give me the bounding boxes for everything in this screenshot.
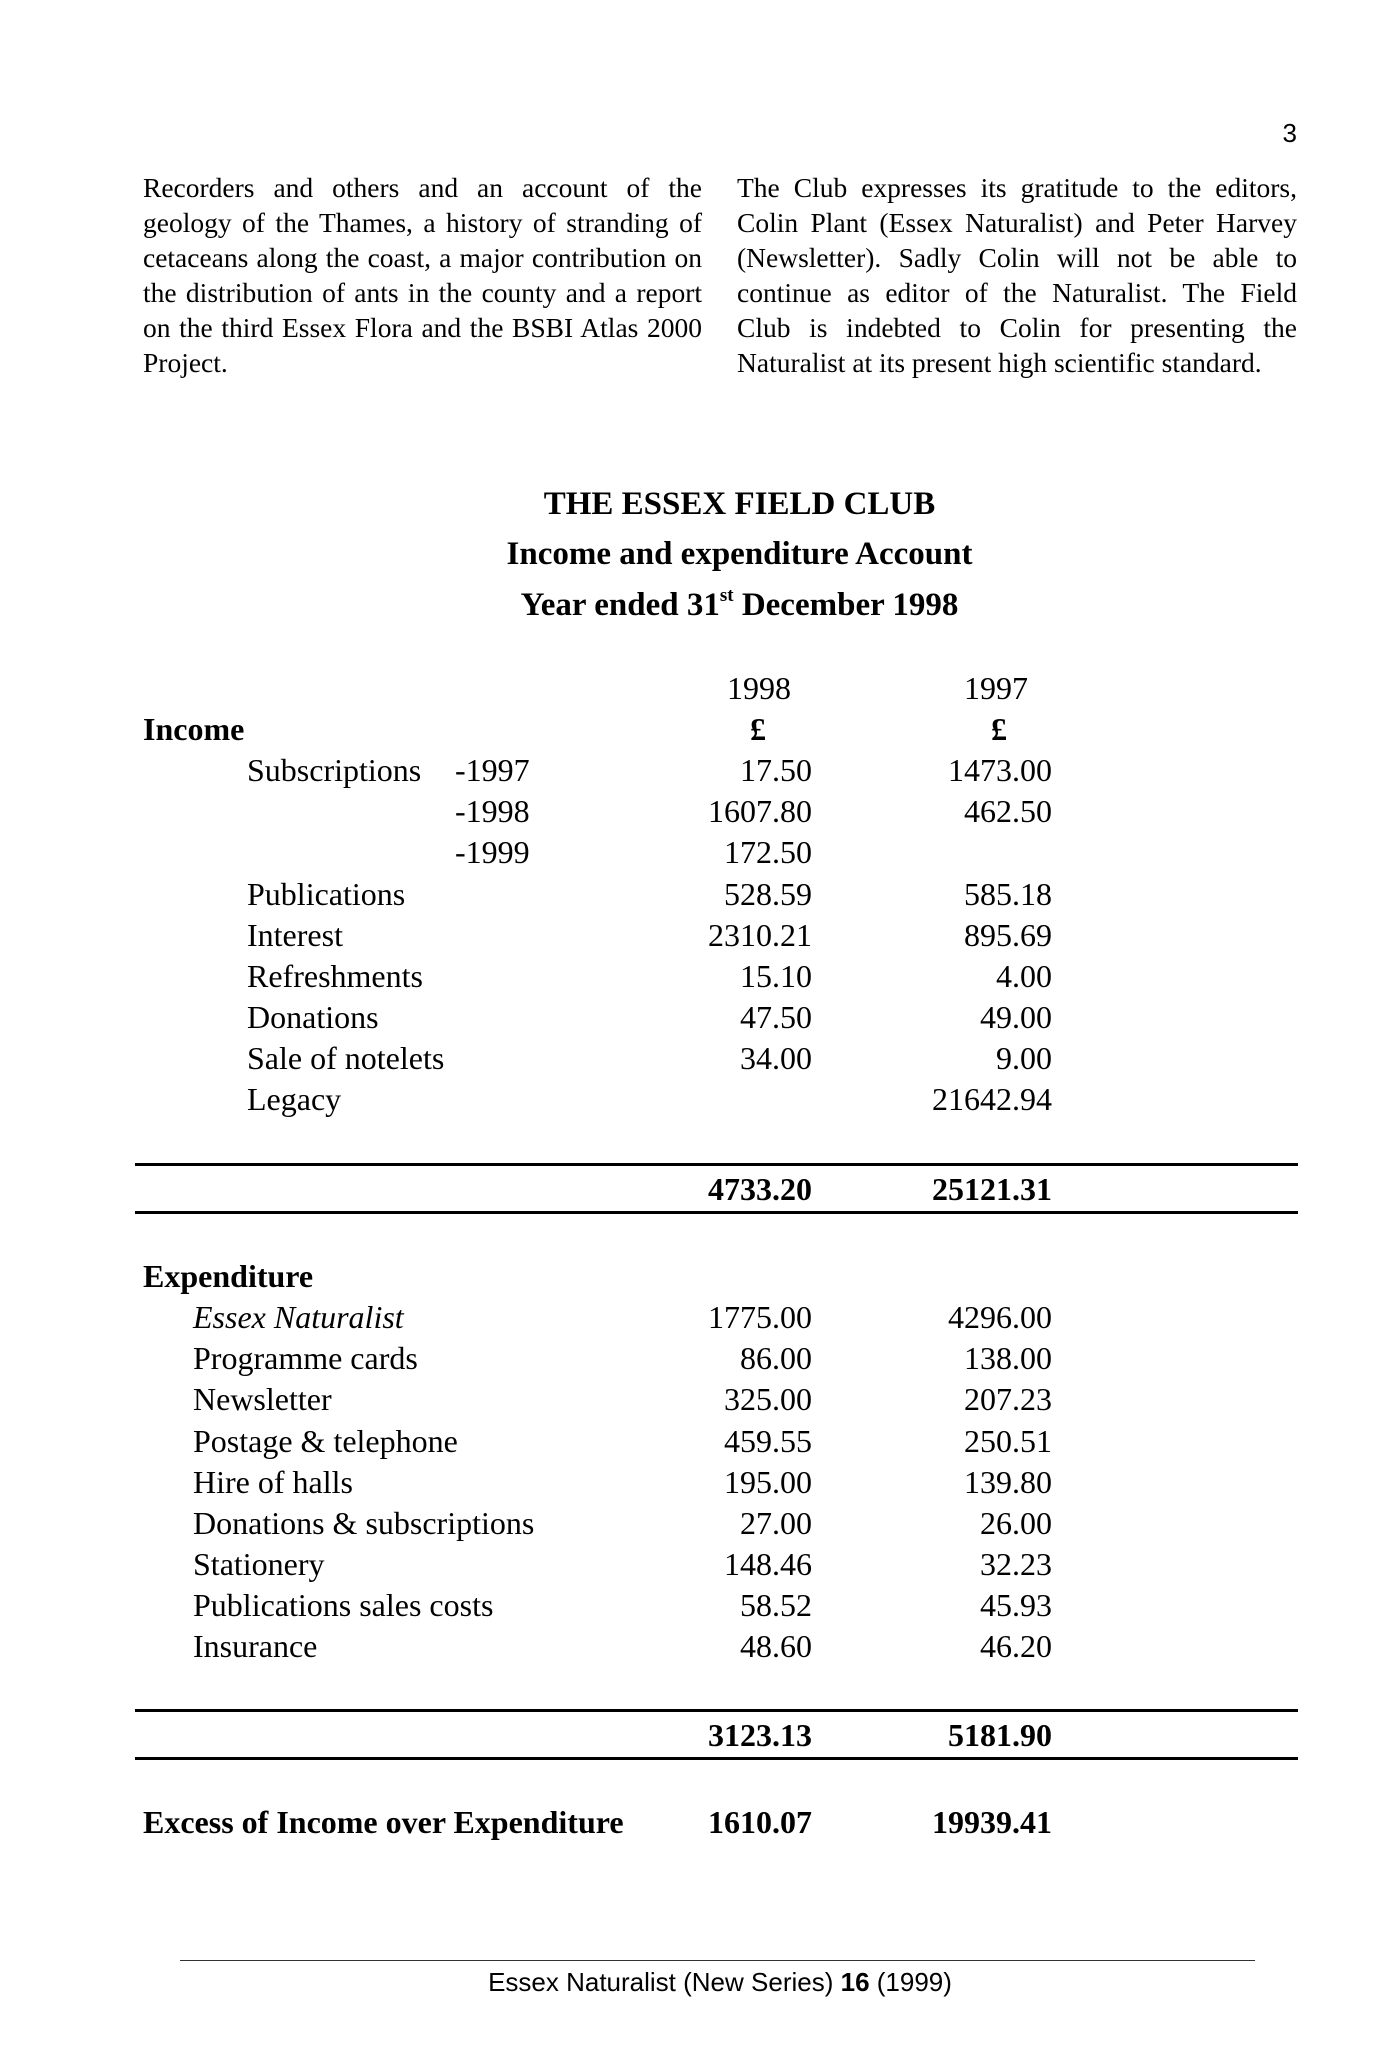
income-total-1997: 25121.31 <box>932 1171 1052 1207</box>
table-row <box>0 1299 1400 1341</box>
expenditure-heading: Expenditure <box>143 1258 314 1294</box>
value-1998: 48.60 <box>740 1628 812 1664</box>
value-1997: 250.51 <box>964 1423 1052 1459</box>
subscriptions-label: Subscriptions <box>247 752 422 788</box>
row-label: Publications <box>247 876 406 912</box>
value-1997: 4296.00 <box>948 1299 1052 1335</box>
table-row <box>0 1423 1400 1465</box>
value-1998: 34.00 <box>740 1040 812 1076</box>
income-heading-row <box>0 711 1400 753</box>
expenditure-total-row <box>0 1717 1400 1759</box>
value-1998: 1775.00 <box>708 1299 812 1335</box>
row-label: Newsletter <box>193 1381 332 1417</box>
table-row <box>0 1505 1400 1547</box>
row-label: Essex Naturalist <box>193 1299 404 1335</box>
currency-1998: £ <box>750 711 766 747</box>
row-label: Donations <box>247 999 379 1035</box>
value-1998: 2310.21 <box>708 917 812 953</box>
table-row <box>0 1381 1400 1423</box>
value-1998: 172.50 <box>724 834 812 870</box>
table-row <box>0 876 1400 918</box>
column-header-1998: 1998 <box>727 670 791 706</box>
row-label: Programme cards <box>193 1340 418 1376</box>
account-title: THE ESSEX FIELD CLUB <box>543 486 936 522</box>
row-label: Publications sales costs <box>193 1587 494 1623</box>
row-label: Refreshments <box>247 958 423 994</box>
value-1998: 148.46 <box>724 1546 812 1582</box>
row-label: Insurance <box>193 1628 318 1664</box>
table-row <box>0 1040 1400 1082</box>
expenditure-heading-row <box>0 1258 1400 1300</box>
value-1997: 462.50 <box>964 793 1052 829</box>
value-1997: 26.00 <box>980 1505 1052 1541</box>
value-1998: 528.59 <box>724 876 812 912</box>
value-1997: 49.00 <box>980 999 1052 1035</box>
excess-row <box>0 1804 1400 1846</box>
value-1997: 207.23 <box>964 1381 1052 1417</box>
table-row <box>0 958 1400 1000</box>
table-row <box>0 1546 1400 1588</box>
table-row <box>0 834 1400 876</box>
excess-1998: 1610.07 <box>708 1804 812 1840</box>
value-1997: 9.00 <box>996 1040 1052 1076</box>
table-row <box>0 1340 1400 1382</box>
value-1998: 1607.80 <box>708 793 812 829</box>
value-1997: 139.80 <box>964 1464 1052 1500</box>
excess-label: Excess of Income over Expenditure <box>143 1804 624 1840</box>
value-1998: 58.52 <box>740 1587 812 1623</box>
expenditure-total-1998: 3123.13 <box>708 1717 812 1753</box>
intro-right-paragraph: The Club expresses its gratitude to the editors, Colin Plant (Essex Naturalist) and Peter Harvey (Newsletter). Sadly Colin will not be able to continue as editor of the Naturalist. The Field Club is indebted to Colin for presenting the Naturalist at its present high scientific standard. <box>737 172 1297 378</box>
table-row <box>0 999 1400 1041</box>
table-row <box>0 752 1400 794</box>
value-1998: 459.55 <box>724 1423 812 1459</box>
value-1997: 585.18 <box>964 876 1052 912</box>
intro-left-paragraph: Recorders and others and an account of the geology of the Thames, a history of stranding of cetaceans along the coast, a major contribution on the distribution of ants in the county and a report on the third Essex Flora and the BSBI Atlas 2000 Project. <box>143 172 702 378</box>
value-1997: 4.00 <box>996 958 1052 994</box>
value-1998: 15.10 <box>740 958 812 994</box>
value-1998: 27.00 <box>740 1505 812 1541</box>
income-heading: Income <box>143 711 245 747</box>
value-1997: 45.93 <box>980 1587 1052 1623</box>
value-1997: 32.23 <box>980 1546 1052 1582</box>
value-1997: 138.00 <box>964 1340 1052 1376</box>
footer-divider <box>180 1960 1255 1961</box>
value-1998: 47.50 <box>740 999 812 1035</box>
divider <box>135 1163 1298 1166</box>
column-header-row <box>0 670 1400 712</box>
row-label: Donations & subscriptions <box>193 1505 535 1541</box>
table-row <box>0 1081 1400 1123</box>
row-label: Hire of halls <box>193 1464 353 1500</box>
page-footer: Essex Naturalist (New Series) 16 (1999) <box>488 1967 952 1997</box>
table-row <box>0 793 1400 835</box>
value-1997: 1473.00 <box>948 752 1052 788</box>
row-sublabel: -1997 <box>455 752 530 788</box>
value-1997: 21642.94 <box>932 1081 1052 1117</box>
account-year: Year ended 31st December 1998 <box>520 585 959 623</box>
account-subtitle: Income and expenditure Account <box>506 536 973 572</box>
excess-1997: 19939.41 <box>932 1804 1052 1840</box>
table-row <box>0 1628 1400 1670</box>
value-1998: 325.00 <box>724 1381 812 1417</box>
value-1997: 895.69 <box>964 917 1052 953</box>
row-label: Interest <box>247 917 343 953</box>
row-label: Sale of notelets <box>247 1040 445 1076</box>
divider <box>135 1211 1298 1214</box>
expenditure-total-1997: 5181.90 <box>948 1717 1052 1753</box>
table-row <box>0 917 1400 959</box>
value-1997: 46.20 <box>980 1628 1052 1664</box>
divider <box>135 1709 1298 1712</box>
row-label: Legacy <box>247 1081 342 1117</box>
value-1998: 86.00 <box>740 1340 812 1376</box>
income-total-row <box>0 1171 1400 1213</box>
table-row <box>0 1464 1400 1506</box>
footer-volume: 16 <box>840 1967 870 1997</box>
column-header-1997: 1997 <box>964 670 1028 706</box>
income-total-1998: 4733.20 <box>708 1171 812 1207</box>
row-sublabel: -1999 <box>455 834 530 870</box>
row-label: Stationery <box>193 1546 325 1582</box>
table-row <box>0 1587 1400 1629</box>
value-1998: 195.00 <box>724 1464 812 1500</box>
value-1998: 17.50 <box>740 752 812 788</box>
row-label: Postage & telephone <box>193 1423 458 1459</box>
row-sublabel: -1998 <box>455 793 530 829</box>
currency-1997: £ <box>991 711 1007 747</box>
page-number: 3 <box>1282 118 1297 148</box>
divider <box>135 1757 1298 1760</box>
